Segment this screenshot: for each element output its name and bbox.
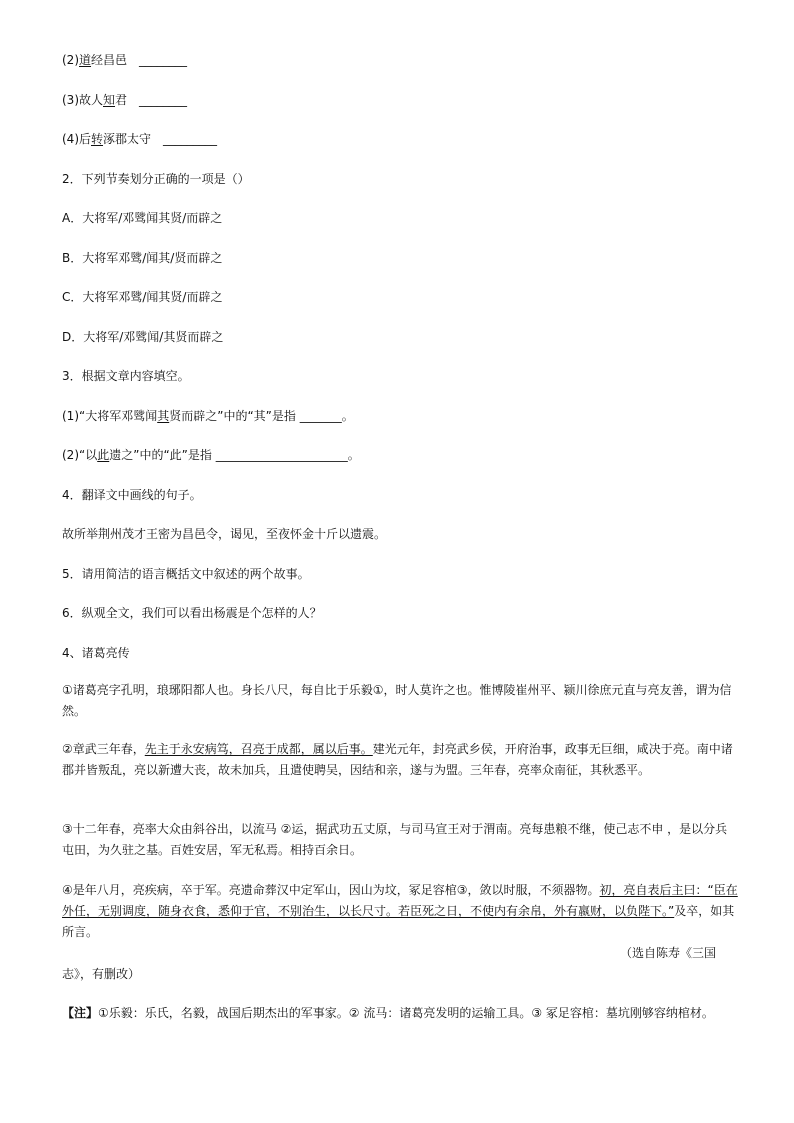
footnote [62,1003,738,1024]
sub-prefix: (2)“以 [62,448,98,462]
passage-paragraph-3: ③十二年春，亮率大众由斜谷出，以流马 ②运，据武功五丈原，与司马宣王对于渭南。亮每患粮不继，使己志不申 ，是以分兵屯田，为久驻之基。百姓安居，军无私焉。相持百余日。 [62,822,728,857]
underlined-sentence: 初，亮自表后主曰：“臣在外任，无别调度，随身衣食，悉仰于官，不别治生，以长尺寸。若臣死之日，不使内有余帛，外有嬴财，以负陛下。” [62,883,738,918]
passage-paragraph-1: ①诸葛亮字孔明，琅琊阳都人也。身长八尺，每自比于乐毅①，时人莫许之也。惟博陵崔州平、颍川徐庶元直与亮友善，谓为信然。 [62,683,732,718]
underlined-word: 此 [97,448,110,462]
q4-sentence: 故所举荆州茂才王密为昌邑令，谒见，至夜怀金十斤以遗震。 [62,527,387,541]
item-prefix: (2) [62,53,79,67]
underlined-sentence: 先主于永安病笃，召亮于成都，属以后事。 [144,742,373,756]
sub-prefix: (1)“大将军邓骘闻 [62,409,158,423]
underlined-word: 转 [91,132,104,146]
item-blank: 经昌邑 ________ [91,53,188,67]
passage-paragraph-4 [62,880,738,943]
q3-stem: 3．根据文章内容填空。 [62,369,190,383]
source-citation-part-2: 志》，有删改） [62,967,141,981]
source-citation-part-1: （选自陈寿《三国 [619,946,716,960]
q2-option-c: C．大将军邓骘/闻其贤/而辟之 [62,290,223,304]
note-text: ①乐毅：乐氏，名毅，战国后期杰出的军事家。② 流马：诸葛亮发明的运输工具。③ 冢足容棺：墓坑刚够容纳棺材。 [98,1006,714,1020]
item-prefix: (4)后 [62,132,91,146]
underlined-word: 其 [157,409,170,423]
q5-stem: 5．请用简洁的语言概括文中叙述的两个故事。 [62,567,310,581]
underlined-word: 知 [103,93,116,107]
paragraph-text: ②章武三年春， [62,742,145,756]
item-prefix: (3)故人 [62,93,103,107]
paragraph-text: ④是年八月，亮疾病，卒于军。亮遗命葬汉中定军山，因山为坟，冢足容棺③，敛以时服，不须器物。 [62,883,600,897]
q3-sub-1 [62,409,354,423]
item-blank: 涿郡太守 _________ [103,132,218,146]
passage-paragraph-2 [62,739,738,781]
q3-sub-2 [62,448,360,462]
note-label: 【注】 [62,1006,99,1020]
q2-option-a: A．大将军/邓骘闻其贤/而辟之 [62,211,223,225]
q2-stem: 2．下列节奏划分正确的一项是（） [62,172,250,186]
paragraph-text: 及卒，如其所言。 [62,904,735,939]
q1-item-4 [62,132,217,146]
section-title: 4、诸葛亮传 [62,646,130,660]
q1-item-3 [62,93,187,107]
underlined-word: 道 [79,53,92,67]
item-blank: 君 ________ [115,93,188,107]
sub-blank: 遗之”中的“此”是指 ______________________。 [109,448,360,462]
sub-blank: 贤而辟之”中的“其”是指 _______。 [169,409,354,423]
q2-option-d: D．大将军/邓骘闻/其贤而辟之 [62,330,224,344]
q4-stem: 4．翻译文中画线的句子。 [62,488,202,502]
q1-item-2 [62,53,187,67]
q6-stem: 6．纵观全文，我们可以看出杨震是个怎样的人？ [62,606,322,620]
paragraph-text: 建光元年，封亮武乡侯，开府治事，政事无巨细，咸决于亮。南中诸郡并皆叛乱，亮以新遭大丧，故未加兵，且遣使聘吴，因结和亲，遂与为盟。三年春，亮率众南征，其秋悉平。 [62,742,733,777]
q2-option-b: B．大将军邓骘/闻其/贤而辟之 [62,251,223,265]
